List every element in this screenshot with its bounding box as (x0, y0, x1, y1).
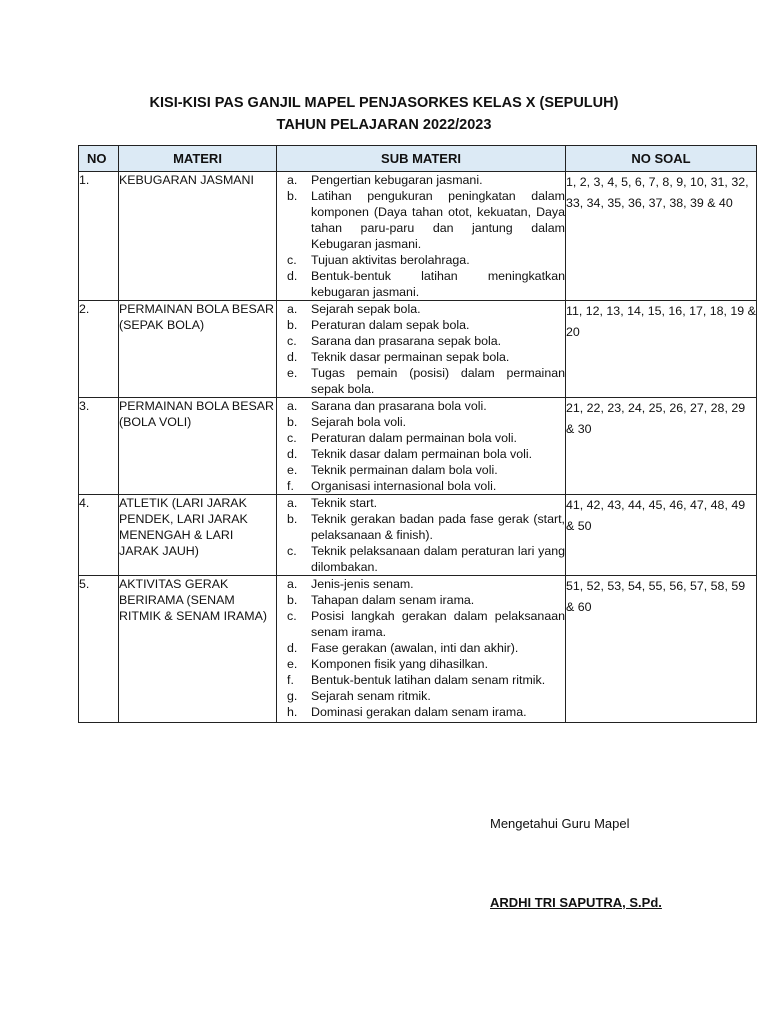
row-materi: AKTIVITAS GERAK BERIRAMA (SENAM RITMIK & SENAM IRAMA) (119, 576, 277, 723)
sub-materi-item (277, 592, 565, 608)
row-sub-materi (277, 576, 566, 723)
sub-materi-text: Jenis-jenis senam. (311, 577, 414, 591)
sub-materi-text: Organisasi internasional bola voli. (311, 479, 497, 493)
sub-materi-letter: a. (287, 577, 298, 591)
sub-materi-list (277, 398, 565, 494)
sub-materi-text: Teknik permainan dalam bola voli. (311, 463, 498, 477)
sub-materi-text: Bentuk-bentuk latihan meningkatkan kebugaran jasmani. (311, 269, 565, 299)
sub-materi-text: Peraturan dalam permainan bola voli. (311, 431, 517, 445)
sub-materi-letter: d. (287, 447, 298, 461)
signer-name: ARDHI TRI SAPUTRA, S.Pd. (490, 895, 662, 910)
sub-materi-item (277, 511, 565, 543)
sub-materi-letter: b. (287, 512, 298, 526)
table-row (79, 495, 757, 576)
sub-materi-text: Teknik gerakan badan pada fase gerak (start, pelaksanaan & finish). (311, 512, 565, 542)
sub-materi-text: Sarana dan prasarana sepak bola. (311, 334, 502, 348)
sub-materi-letter: a. (287, 399, 298, 413)
header-sub-materi: SUB MATERI (277, 146, 566, 172)
sub-materi-text: Teknik pelaksanaan dalam peraturan lari yang dilombakan. (311, 544, 565, 574)
sub-materi-text: Latihan pengukuran peningkatan dalam komponen (Daya tahan otot, kekuatan, Daya tahan paru-paru dan jantung dalam Kebugaran jasmani. (311, 189, 565, 251)
header-no: NO (79, 146, 119, 172)
sub-materi-letter: c. (287, 544, 297, 558)
sub-materi-letter: e. (287, 463, 298, 477)
sub-materi-letter: d. (287, 641, 298, 655)
row-no-soal: 41, 42, 43, 44, 45, 46, 47, 48, 49 & 50 (566, 495, 757, 576)
row-materi: PERMAINAN BOLA BESAR (BOLA VOLI) (119, 398, 277, 495)
kisi-kisi-table (78, 145, 757, 723)
row-materi: PERMAINAN BOLA BESAR (SEPAK BOLA) (119, 301, 277, 398)
row-materi: ATLETIK (LARI JARAK PENDEK, LARI JARAK MENENGAH & LARI JARAK JAUH) (119, 495, 277, 576)
sub-materi-item (277, 430, 565, 446)
table-row (79, 398, 757, 495)
sub-materi-letter: c. (287, 431, 297, 445)
sub-materi-text: Dominasi gerakan dalam senam irama. (311, 705, 527, 719)
sub-materi-letter: f. (287, 673, 294, 687)
row-sub-materi (277, 301, 566, 398)
sub-materi-text: Pengertian kebugaran jasmani. (311, 173, 483, 187)
sub-materi-text: Teknik start. (311, 496, 378, 510)
sub-materi-text: Peraturan dalam sepak bola. (311, 318, 470, 332)
sub-materi-letter: a. (287, 173, 298, 187)
row-materi: KEBUGARAN JASMANI (119, 172, 277, 301)
sub-materi-letter: g. (287, 689, 298, 703)
header-no-soal: NO SOAL (566, 146, 757, 172)
sub-materi-item (277, 446, 565, 462)
sub-materi-text: Sejarah senam ritmik. (311, 689, 431, 703)
sub-materi-item (277, 365, 565, 397)
sub-materi-item (277, 704, 565, 720)
sub-materi-item (277, 495, 565, 511)
row-number: 3. (79, 398, 119, 495)
sub-materi-item (277, 576, 565, 592)
sub-materi-letter: c. (287, 609, 297, 623)
sub-materi-list (277, 576, 565, 720)
table-header-row (79, 146, 757, 172)
row-no-soal: 51, 52, 53, 54, 55, 56, 57, 58, 59 & 60 (566, 576, 757, 723)
sub-materi-item (277, 656, 565, 672)
table-row (79, 172, 757, 301)
sub-materi-text: Sejarah sepak bola. (311, 302, 421, 316)
sub-materi-letter: b. (287, 415, 298, 429)
sub-materi-text: Sarana dan prasarana bola voli. (311, 399, 487, 413)
sub-materi-text: Fase gerakan (awalan, inti dan akhir). (311, 641, 519, 655)
sub-materi-letter: c. (287, 334, 297, 348)
sub-materi-item (277, 640, 565, 656)
row-sub-materi (277, 398, 566, 495)
sub-materi-letter: d. (287, 350, 298, 364)
sub-materi-text: Tugas pemain (posisi) dalam permainan sepak bola. (311, 366, 565, 396)
sub-materi-text: Tahapan dalam senam irama. (311, 593, 475, 607)
row-number: 5. (79, 576, 119, 723)
title-line-1: KISI-KISI PAS GANJIL MAPEL PENJASORKES KELAS X (SEPULUH) (149, 95, 619, 111)
sub-materi-item (277, 188, 565, 252)
sub-materi-item (277, 301, 565, 317)
sub-materi-item (277, 349, 565, 365)
sub-materi-item (277, 398, 565, 414)
title-line-2: TAHUN PELAJARAN 2022/2023 (276, 117, 492, 133)
sub-materi-text: Teknik dasar dalam permainan bola voli. (311, 447, 533, 461)
sub-materi-item (277, 317, 565, 333)
sub-materi-letter: a. (287, 302, 298, 316)
row-sub-materi (277, 172, 566, 301)
row-no-soal: 21, 22, 23, 24, 25, 26, 27, 28, 29 & 30 (566, 398, 757, 495)
sub-materi-letter: b. (287, 593, 298, 607)
sub-materi-letter: b. (287, 318, 298, 332)
sub-materi-text: Bentuk-bentuk latihan dalam senam ritmik. (311, 673, 546, 687)
sub-materi-text: Sejarah bola voli. (311, 415, 407, 429)
sub-materi-letter: h. (287, 705, 298, 719)
row-number: 4. (79, 495, 119, 576)
sub-materi-item (277, 268, 565, 300)
sub-materi-text: Teknik dasar permainan sepak bola. (311, 350, 510, 364)
sub-materi-item (277, 414, 565, 430)
table-row (79, 301, 757, 398)
row-number: 1. (79, 172, 119, 301)
row-number: 2. (79, 301, 119, 398)
sub-materi-letter: b. (287, 189, 298, 203)
signature-label: Mengetahui Guru Mapel (490, 816, 630, 831)
sub-materi-letter: a. (287, 496, 298, 510)
sub-materi-letter: e. (287, 657, 298, 671)
table-row (79, 576, 757, 723)
sub-materi-list (277, 172, 565, 300)
row-sub-materi (277, 495, 566, 576)
sub-materi-item (277, 333, 565, 349)
document-title (0, 92, 768, 136)
row-no-soal: 1, 2, 3, 4, 5, 6, 7, 8, 9, 10, 31, 32, 33, 34, 35, 36, 37, 38, 39 & 40 (566, 172, 757, 301)
sub-materi-item (277, 462, 565, 478)
sub-materi-letter: f. (287, 479, 294, 493)
sub-materi-item (277, 672, 565, 688)
sub-materi-list (277, 495, 565, 575)
sub-materi-text: Tujuan aktivitas berolahraga. (311, 253, 470, 267)
sub-materi-item (277, 172, 565, 188)
sub-materi-item (277, 688, 565, 704)
sub-materi-item (277, 543, 565, 575)
sub-materi-letter: e. (287, 366, 298, 380)
header-materi: MATERI (119, 146, 277, 172)
sub-materi-list (277, 301, 565, 397)
sub-materi-text: Komponen fisik yang dihasilkan. (311, 657, 489, 671)
table-body (79, 172, 757, 723)
sub-materi-item (277, 252, 565, 268)
sub-materi-item (277, 608, 565, 640)
row-no-soal: 11, 12, 13, 14, 15, 16, 17, 18, 19 & 20 (566, 301, 757, 398)
sub-materi-item (277, 478, 565, 494)
sub-materi-text: Posisi langkah gerakan dalam pelaksanaan senam irama. (311, 609, 565, 639)
sub-materi-letter: d. (287, 269, 298, 283)
sub-materi-letter: c. (287, 253, 297, 267)
